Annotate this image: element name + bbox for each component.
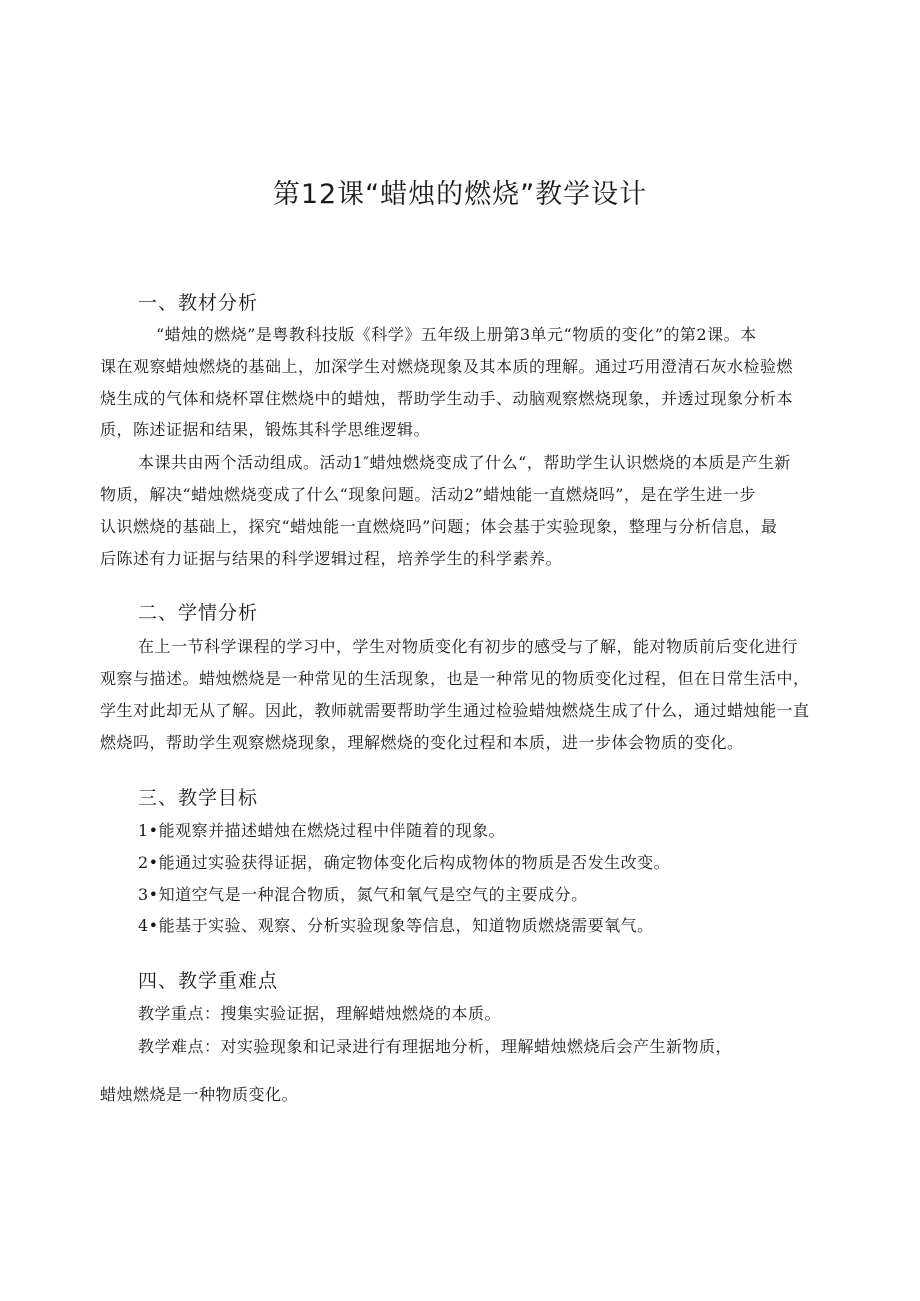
key-point-line: 教学重点：搜集实验证据，理解蜡烛燃烧的本质。 — [138, 1004, 502, 1023]
objective-item: 4•能基于实验、观察、分析实验现象等信息，知道物质燃烧需要氧气。 — [138, 916, 654, 935]
section-heading-teaching-objectives: 三、教学目标 — [138, 787, 259, 809]
paragraph-line: 课在观察蜡烛燃烧的基础上，加深学生对燃烧现象及其本质的理解。通过巧用澄清石灰水检验燃 — [100, 357, 794, 376]
objective-item: 1•能观察并描述蜡烛在燃烧过程中伴随着的现象。 — [138, 821, 506, 840]
paragraph-line: 在上一节科学课程的学习中，学生对物质变化有初步的感受与了解，能对物质前后变化进行 — [138, 637, 799, 656]
objective-item: 3•知道空气是一种混合物质，氮气和氧气是空气的主要成分。 — [138, 885, 588, 904]
paragraph-line: 物质，解决“蜡烛燃烧变成了什么“现象问题。活动2”蜡烛能一直燃烧吗”，是在学生进一步 — [100, 485, 756, 504]
paragraph-line: 观察与描述。蜡烛燃烧是一种常见的生活现象，也是一种常见的物质变化过程，但在日常生活中， — [100, 669, 810, 688]
paragraph-line: 质，陈述证据和结果，锻炼其科学思维逻辑。 — [100, 420, 431, 439]
paragraph-line: 烧生成的气体和烧杯罩住燃烧中的蜡烛，帮助学生动手、动脑观察燃烧现象，并透过现象分析本 — [100, 389, 794, 408]
paragraph-line: 后陈述有力证据与结果的科学逻辑过程，培养学生的科学素养。 — [100, 549, 563, 568]
difficult-point-line-continued: 蜡烛燃烧是一种物质变化。 — [100, 1085, 299, 1104]
objective-item: 2•能通过实验获得证据，确定物体变化后构成物体的物质是否发生改变。 — [138, 853, 671, 872]
paragraph-line: 燃烧吗，帮助学生观察燃烧现象，理解燃烧的变化过程和本质，进一步体会物质的变化。 — [100, 733, 744, 752]
paragraph-line: 学生对此却无从了解。因此，教师就需要帮助学生通过检验蜡烛燃烧生成了什么，通过蜡烛能一直 — [100, 701, 810, 720]
section-heading-learner-analysis: 二、学情分析 — [138, 602, 259, 624]
paragraph-line: “蜡烛的燃烧”是粤教科技版《科学》五年级上册第3单元“物质的变化”的第2课。本 — [156, 325, 757, 344]
paragraph-line: 本课共由两个活动组成。活动1″蜡烛燃烧变成了什么“，帮助学生认识燃烧的本质是产生新 — [138, 453, 791, 472]
paragraph-line: 认识燃烧的基础上，探究“蜡烛能一直燃烧吗”问题；体会基于实验现象，整理与分析信息，最 — [100, 517, 778, 536]
document-title: 第12课“蜡烛的燃烧”教学设计 — [272, 179, 648, 210]
section-heading-key-points: 四、教学重难点 — [138, 970, 279, 992]
difficult-point-line: 教学难点：对实验现象和记录进行有理据地分析，理解蜡烛燃烧后会产生新物质， — [138, 1037, 733, 1056]
section-heading-textbook-analysis: 一、教材分析 — [138, 292, 259, 314]
